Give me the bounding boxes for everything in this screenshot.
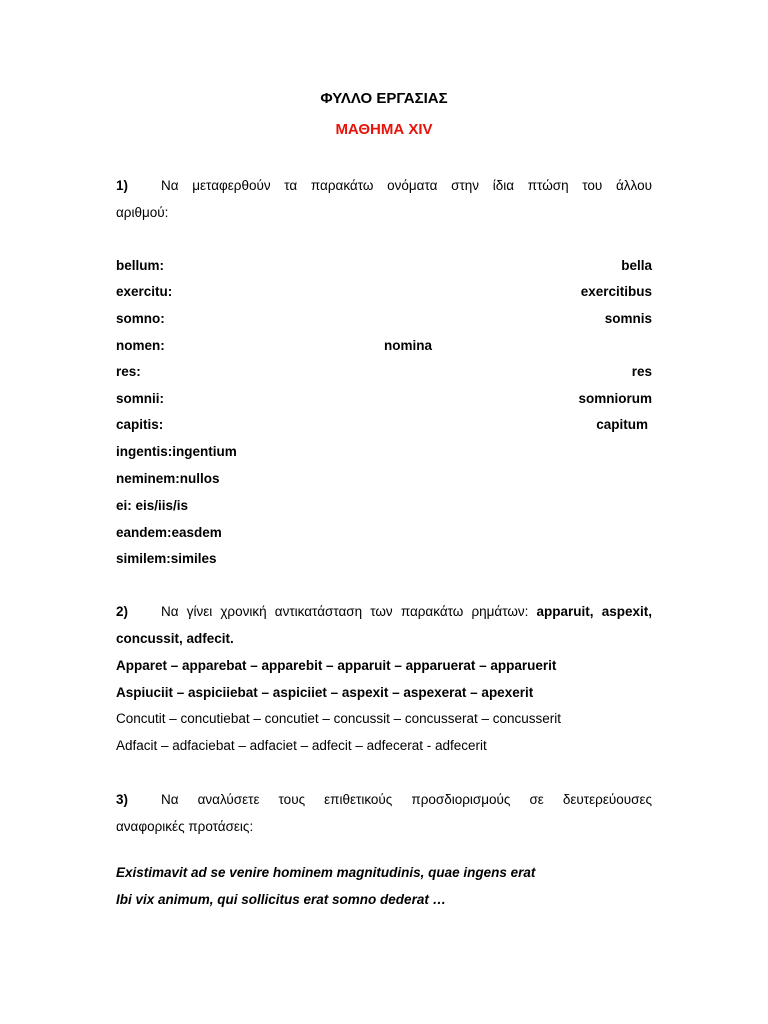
q1-row-answer: capitum: [596, 417, 648, 432]
q1-line: neminem:nullos: [116, 471, 220, 486]
q2-answer-line: Adfacit – adfaciebat – adfaciet – adfecit – adfecerat - adfecerit: [116, 738, 487, 753]
question-2-prompt-verbs: apparuit, aspexit,: [536, 604, 652, 619]
q1-row-term: nomen:: [116, 338, 165, 353]
question-3-number: 3): [116, 792, 129, 807]
q1-row: [116, 311, 652, 331]
q3-sentence: Existimavit ad se venire hominem magnitudinis, quae ingens erat: [116, 865, 536, 880]
q1-row-term: bellum:: [116, 258, 165, 273]
q1-row-term: res:: [116, 364, 141, 379]
q1-row-term: somnii:: [116, 391, 165, 406]
q1-line: similem:similes: [116, 551, 217, 566]
q1-line: eandem:easdem: [116, 525, 222, 540]
question-2-prompt-text: Να γίνει χρονική αντικατάσταση των παρακάτω ρημάτων:: [161, 604, 529, 619]
q1-row-answer: exercitibus: [580, 284, 652, 299]
q1-row: [116, 417, 652, 437]
q1-row-answer: somnis: [604, 311, 652, 326]
question-1-number: 1): [116, 178, 129, 193]
q1-row: [116, 338, 652, 358]
question-2-number: 2): [116, 604, 129, 619]
lesson-subtitle: ΜΑΘΗΜΑ XIV: [335, 121, 433, 138]
q1-line: ei: eis/iis/is: [116, 498, 189, 513]
question-2-prompt-line2: concussit, adfecit.: [116, 631, 234, 646]
q1-row-answer: bella: [621, 258, 652, 273]
q1-row: [116, 391, 652, 411]
q1-line: ingentis:ingentium: [116, 444, 237, 459]
q2-answer-line: Apparet – apparebat – apparebit – apparuit – apparuerat – apparuerit: [116, 658, 557, 673]
question-3-prompt-line2: αναφορικές προτάσεις:: [116, 819, 254, 834]
q1-row-term: capitis:: [116, 417, 164, 432]
q1-row-answer: nomina: [384, 338, 433, 353]
q1-row-term: exercitu:: [116, 284, 173, 299]
q3-sentence: Ibi vix animum, qui sollicitus erat somno dederat …: [116, 892, 447, 907]
q1-row-term: somno:: [116, 311, 165, 326]
question-3-prompt-line1: Να αναλύσετε τους επιθετικούς προσδιορισμούς σε δευτερεύουσες: [161, 792, 652, 807]
question-1-prompt-line1: Να μεταφερθούν τα παρακάτω ονόματα στην ίδια πτώση του άλλου: [161, 178, 652, 193]
q1-row-answer: somniorum: [578, 391, 652, 406]
q1-row: [116, 258, 652, 278]
page-title: ΦΥΛΛΟ ΕΡΓΑΣΙΑΣ: [320, 90, 448, 107]
question-2-prompt-line1: [161, 604, 652, 619]
q1-row-answer: res: [631, 364, 652, 379]
q2-answer-line: Concutit – concutiebat – concutiet – concussit – concusserat – concusserit: [116, 711, 561, 726]
question-1-prompt-line2: αριθμού:: [116, 205, 169, 220]
q1-row: [116, 284, 652, 304]
q1-row: [116, 364, 652, 384]
q2-answer-line: Aspiuciit – aspiciiebat – aspiciiet – aspexit – aspexerat – apexerit: [116, 685, 534, 700]
